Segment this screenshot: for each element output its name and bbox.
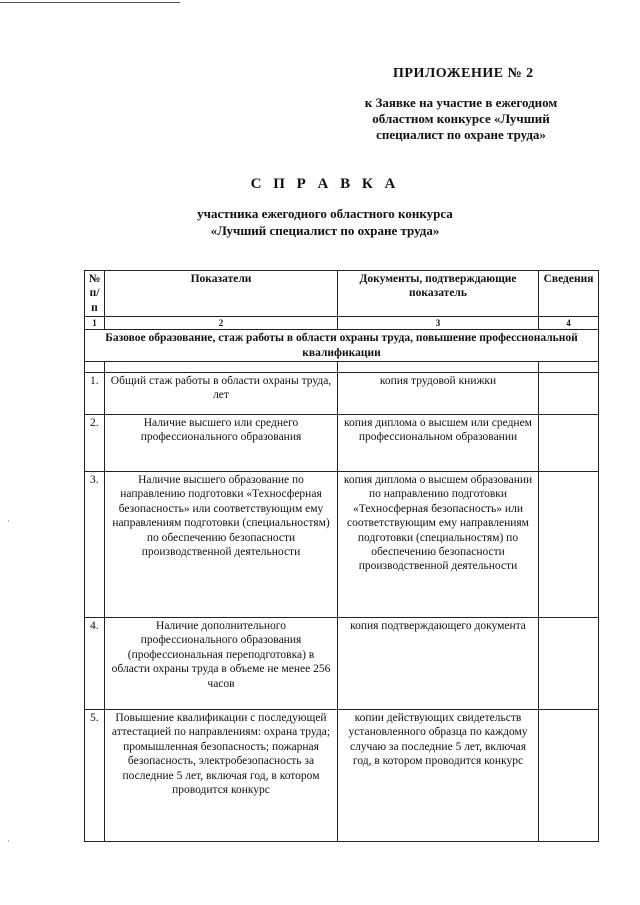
table-row <box>85 373 599 415</box>
row-info <box>539 472 599 618</box>
table-row <box>85 618 599 710</box>
appendix-reference-line: к Заявке на участие в ежегодном <box>364 95 558 110</box>
row-document: копия диплома о высшем или среднем профессиональном образовании <box>338 415 539 472</box>
row-document: копии действующих свидетельств установленного образца по каждому случаю за последние 5 лет, включая год, в котором проводится конкурс <box>338 710 539 842</box>
header-indicator: Показатели <box>105 271 338 317</box>
row-number: 1. <box>85 373 105 415</box>
table-header-row <box>85 271 599 317</box>
table-row <box>85 710 599 842</box>
row-indicator: Наличие высшего или среднего профессионального образования <box>105 415 338 472</box>
appendix-reference-line: областном конкурсе «Лучший <box>372 111 550 126</box>
row-info <box>539 618 599 710</box>
column-number: 1 <box>85 317 105 330</box>
header-documents: Документы, подтверждающие показатель <box>338 271 539 317</box>
section-title: Базовое образование, стаж работы в области охраны труда, повышение профессиональной квалификации <box>85 330 599 362</box>
column-number: 3 <box>338 317 539 330</box>
table-row <box>85 472 599 618</box>
table-row <box>85 415 599 472</box>
row-document: копия диплома о высшем образовании по направлению подготовки «Техносферная безопасность» или соответствующим ему направлениям подготовки (специальностям) по обеспечению безопасности производственной деятельности <box>338 472 539 618</box>
row-info <box>539 415 599 472</box>
document-subtitle-line: участника ежегодного областного конкурса <box>197 206 453 221</box>
row-indicator: Повышение квалификации с последующей аттестацией по направлениям: охрана труда; промышленная безопасность; пожарная безопасность, электробезопасность за последние 5 лет, включая год, в котором проводится конкурс <box>105 710 338 842</box>
row-info <box>539 373 599 415</box>
row-document: копия подтверждающего документа <box>338 618 539 710</box>
document-subtitle <box>150 205 500 239</box>
row-number: 3. <box>85 472 105 618</box>
scan-edge-line <box>0 2 180 3</box>
appendix-title: ПРИЛОЖЕНИЕ № 2 <box>393 66 534 81</box>
indicators-table <box>84 270 599 842</box>
document-subtitle-line: «Лучший специалист по охране труда» <box>210 223 440 238</box>
spacer-row <box>85 362 599 373</box>
row-indicator: Общий стаж работы в области охраны труда, лет <box>105 373 338 415</box>
header-num: № п/п <box>85 271 105 317</box>
column-number-row <box>85 317 599 330</box>
row-number: 5. <box>85 710 105 842</box>
row-number: 4. <box>85 618 105 710</box>
row-document: копия трудовой книжки <box>338 373 539 415</box>
appendix-reference-line: специалист по охране труда» <box>376 127 546 142</box>
row-indicator: Наличие высшего образование по направлению подготовки «Техносферная безопасность» или соответствующим ему направлениям подготовки (специальностям) по обеспечению безопасности производственной деятельности <box>105 472 338 618</box>
scan-artifact <box>8 840 9 842</box>
scan-artifact <box>8 520 9 522</box>
appendix-reference <box>336 95 586 143</box>
header-info: Сведения <box>539 271 599 317</box>
row-number: 2. <box>85 415 105 472</box>
document-title: С П Р А В К А <box>250 176 400 192</box>
column-number: 4 <box>539 317 599 330</box>
row-indicator: Наличие дополнительного профессионального образования (профессиональная переподготовка) в области охраны труда в объеме не менее 256 часов <box>105 618 338 710</box>
row-info <box>539 710 599 842</box>
column-number: 2 <box>105 317 338 330</box>
section-row <box>85 330 599 362</box>
